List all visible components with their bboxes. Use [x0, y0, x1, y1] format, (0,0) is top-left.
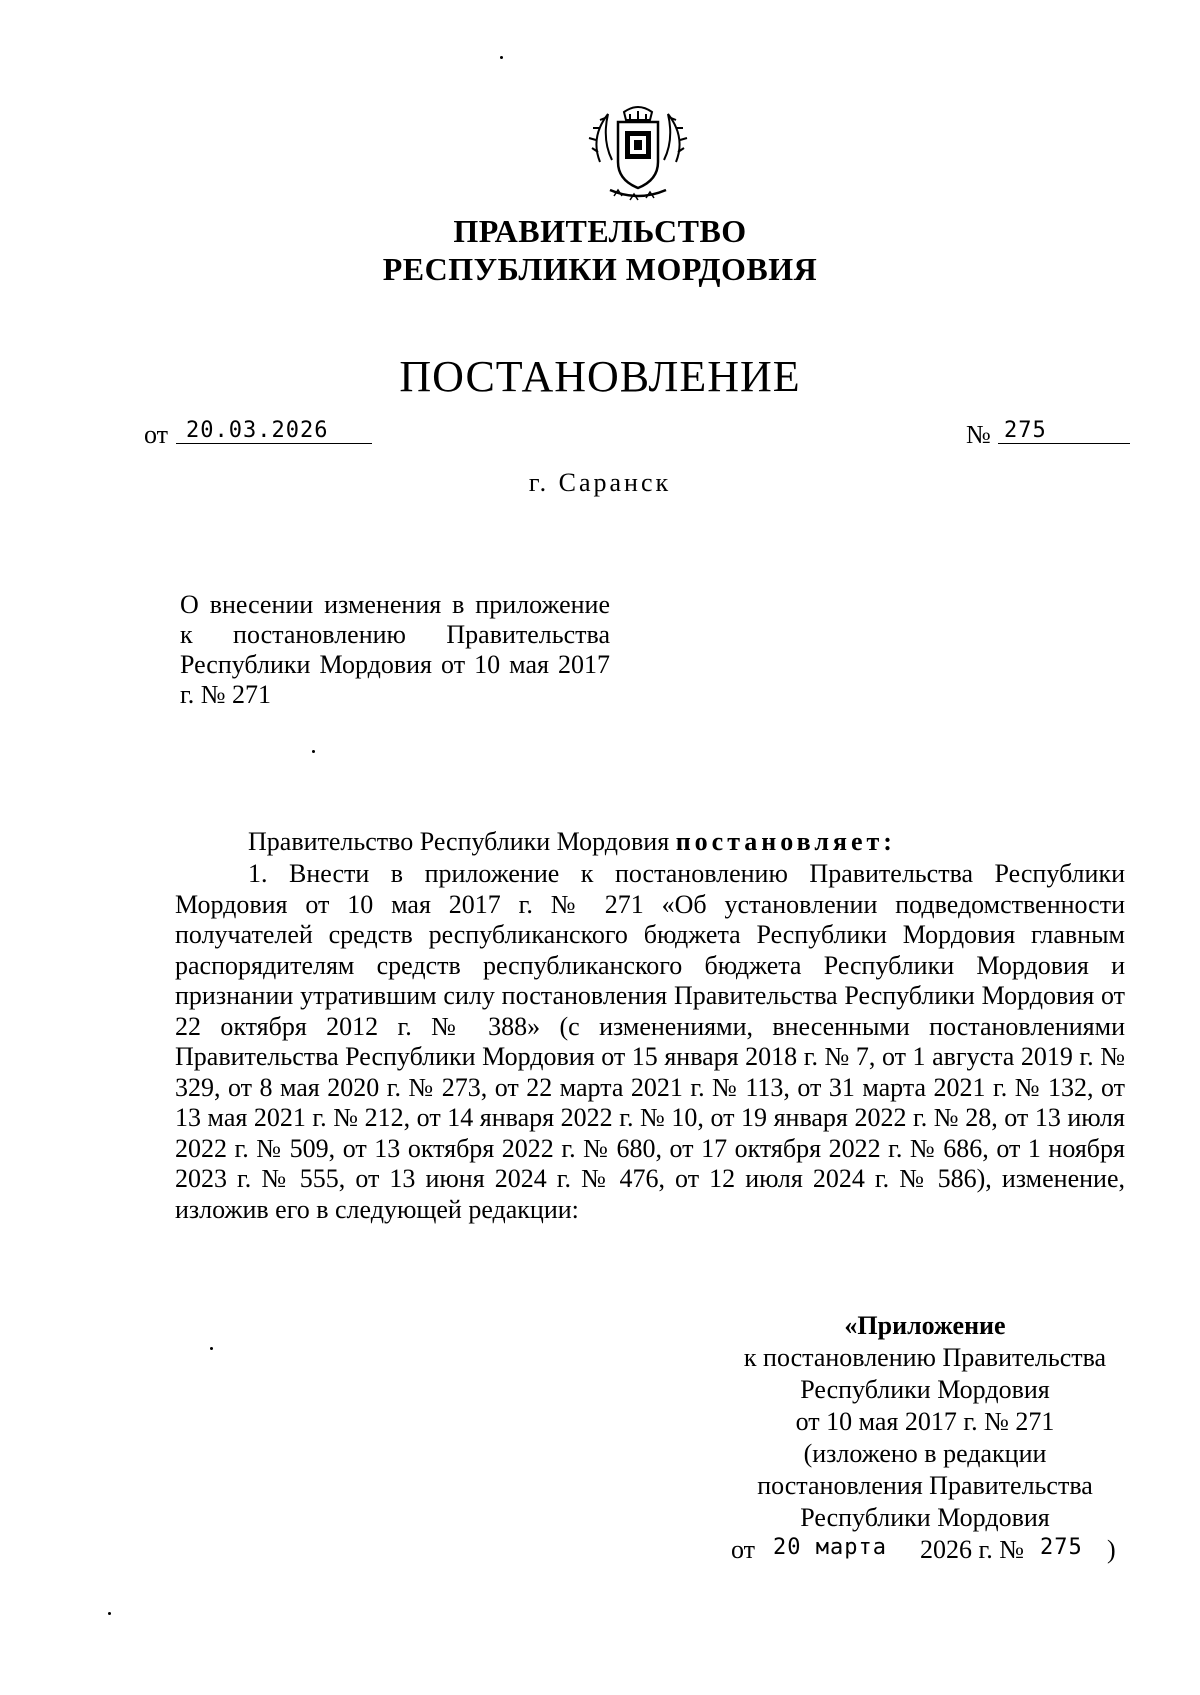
decree-intro-keyword: постановляет:	[675, 827, 896, 856]
appendix-block	[715, 1310, 1135, 1566]
decree-intro-text: Правительство Республики Мордовия	[248, 827, 676, 856]
appendix-last-date: 20 марта	[773, 1535, 887, 1560]
government-title-line2: РЕСПУБЛИКИ МОРДОВИЯ	[382, 251, 818, 287]
number-prefix: №	[966, 420, 991, 449]
appendix-last-year: 2026 г. №	[920, 1535, 1025, 1564]
scan-speck	[500, 56, 503, 59]
document-type-heading: ПОСТАНОВЛЕНИЕ	[399, 352, 801, 401]
appendix-line-5: (изложено в редакции	[803, 1439, 1047, 1468]
appendix-last-number: 275	[1040, 1535, 1083, 1560]
government-title-line1: ПРАВИТЕЛЬСТВО	[453, 213, 747, 249]
appendix-line-4: от 10 мая 2017 г. № 271	[795, 1407, 1055, 1436]
appendix-last-close: )	[1107, 1535, 1116, 1564]
coat-of-arms-emblem	[580, 92, 696, 208]
appendix-title: «Приложение	[844, 1311, 1006, 1340]
appendix-last-prefix: от	[731, 1535, 756, 1564]
appendix-line-2: к постановлению Правительства	[743, 1343, 1107, 1372]
appendix-line-6: постановления Правительства	[757, 1471, 1093, 1500]
decree-intro	[175, 827, 1125, 858]
appendix-line-7: Республики Мордовия	[800, 1503, 1050, 1532]
document-number: 275	[1004, 418, 1047, 443]
appendix-last-line	[715, 1534, 1135, 1566]
scan-speck	[210, 1347, 213, 1350]
date-underline	[176, 443, 372, 444]
date-prefix: от	[144, 420, 169, 449]
document-subject: О внесении изменения в приложение к постановлению Правительства Республики Мордовия от 10 мая 2017 г. № 271	[180, 590, 610, 709]
scan-speck	[108, 1612, 111, 1615]
appendix-line-3: Республики Мордовия	[800, 1375, 1050, 1404]
document-date: 20.03.2026	[186, 418, 329, 443]
city-name: г. Саранск	[528, 468, 672, 497]
number-underline	[998, 443, 1130, 444]
scan-speck	[312, 750, 315, 753]
decree-paragraph-1: 1. Внести в приложение к постановлению Правительства Республики Мордовия от 10 мая 2017 г. № 271 «Об установлении подведомственности получателей средств республиканского бюджета Республики Мордовия главным распорядителям средств республиканского бюджета Республики Мордовия и признании утратившим силу постановления Правительства Республики Мордовия от 22 октября 2012 г. № 388» (с изменениями, внесенными постановлениями Правительства Республики Мордовия от 15 января 2018 г. № 7, от 1 августа 2019 г. № 329, от 8 мая 2020 г. № 273, от 22 марта 2021 г. № 113, от 31 марта 2021 г. № 132, от 13 мая 2021 г. № 212, от 14 января 2022 г. № 10, от 19 января 2022 г. № 28, от 13 июля 2022 г. № 509, от 13 октября 2022 г. № 680, от 17 октября 2022 г. № 686, от 1 ноября 2023 г. № 555, от 13 июня 2024 г. № 476, от 12 июля 2024 г. № 586), изменение, изложив его в следующей редакции:	[175, 859, 1125, 1224]
